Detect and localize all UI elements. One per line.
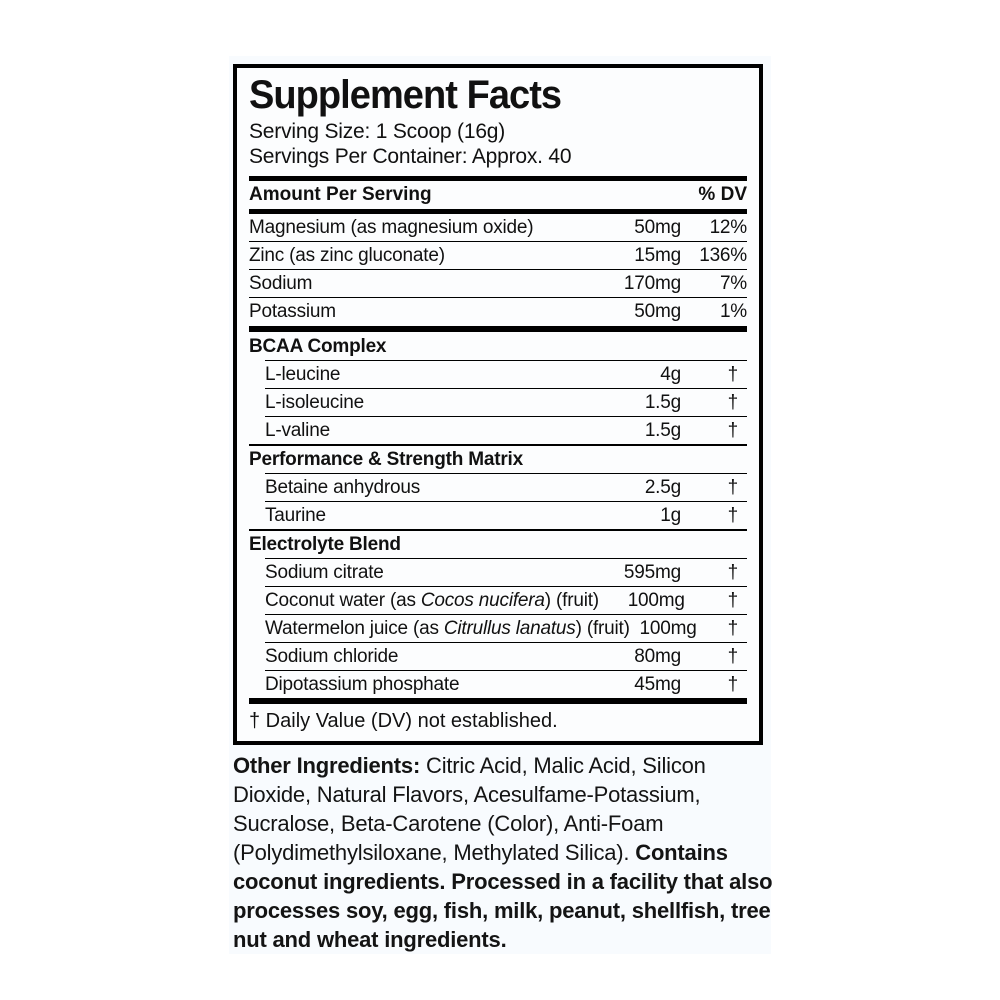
other-ingredients-text: Citric Acid, Malic Acid, Silicon Dioxide, Natural Flavors, Acesulfame-Potassium, Sucralose, Beta-Carotene (Color), Anti-Foam (Polydimethylsiloxane, Methylated Silica). bbox=[233, 753, 706, 865]
section-header-row bbox=[249, 531, 747, 558]
ingredient-dv: † bbox=[727, 392, 738, 413]
servings-per-container: Servings Per Container: Approx. 40 bbox=[249, 145, 572, 168]
section-header-row bbox=[249, 333, 747, 360]
ingredient-row bbox=[249, 214, 747, 241]
ingredient-row bbox=[249, 559, 747, 586]
ingredient-name: Sodium chloride bbox=[265, 646, 399, 667]
ingredient-name: Betaine anhydrous bbox=[265, 477, 421, 498]
ingredient-amount: 50mg bbox=[634, 301, 681, 322]
ingredient-row bbox=[249, 417, 747, 444]
ingredient-row bbox=[249, 587, 747, 614]
ingredient-dv: † bbox=[727, 477, 738, 498]
ingredient-name: Potassium bbox=[249, 301, 336, 322]
ingredient-name: Sodium bbox=[249, 273, 313, 294]
ingredient-name: L-leucine bbox=[265, 364, 341, 385]
ingredient-name: Zinc (as zinc gluconate) bbox=[249, 245, 445, 266]
ingredient-row bbox=[249, 389, 747, 416]
section-title: BCAA Complex bbox=[249, 336, 387, 357]
ingredient-dv: † bbox=[727, 646, 738, 667]
percent-dv-header: % DV bbox=[698, 184, 747, 205]
ingredient-row bbox=[249, 298, 747, 325]
ingredient-amount: 170mg bbox=[623, 273, 681, 294]
ingredient-dv: 12% bbox=[709, 217, 747, 238]
ingredient-dv: † bbox=[727, 505, 738, 526]
ingredient-name: Sodium citrate bbox=[265, 562, 384, 583]
ingredient-amount: 2.5g bbox=[644, 477, 681, 498]
ingredient-row bbox=[249, 242, 747, 269]
other-ingredients-paragraph bbox=[233, 751, 773, 954]
section-title: Electrolyte Blend bbox=[249, 534, 401, 555]
section-header-row bbox=[249, 446, 747, 473]
ingredient-dv: † bbox=[727, 420, 738, 441]
ingredient-amount: 100mg bbox=[627, 590, 685, 611]
ingredient-name: Watermelon juice (as Citrullus lanatus) (fruit) bbox=[265, 618, 630, 639]
row-divider bbox=[249, 326, 747, 332]
section-title: Performance & Strength Matrix bbox=[249, 449, 523, 470]
facts-rows bbox=[249, 214, 747, 698]
ingredient-row bbox=[249, 615, 747, 642]
ingredient-row bbox=[249, 361, 747, 388]
ingredient-name: Coconut water (as Cocos nucifera) (fruit) bbox=[265, 590, 599, 611]
ingredient-dv: 7% bbox=[719, 273, 747, 294]
ingredient-amount: 1.5g bbox=[644, 392, 681, 413]
ingredient-dv: 1% bbox=[719, 301, 747, 322]
ingredient-name: Magnesium (as magnesium oxide) bbox=[249, 217, 534, 238]
column-header-row bbox=[249, 181, 747, 209]
supplement-facts-panel bbox=[233, 64, 763, 745]
ingredient-amount: 1g bbox=[660, 505, 681, 526]
ingredient-amount: 50mg bbox=[634, 217, 681, 238]
ingredient-name: L-isoleucine bbox=[265, 392, 364, 413]
ingredient-row bbox=[249, 671, 747, 698]
ingredient-row bbox=[249, 643, 747, 670]
ingredient-amount: 15mg bbox=[634, 245, 681, 266]
ingredient-dv: † bbox=[727, 562, 738, 583]
ingredient-amount: 4g bbox=[660, 364, 681, 385]
facts-title: Supplement Facts bbox=[249, 73, 562, 117]
amount-per-serving-header: Amount Per Serving bbox=[249, 184, 432, 205]
ingredient-amount: 80mg bbox=[634, 646, 681, 667]
ingredient-dv: † bbox=[727, 364, 738, 385]
ingredient-amount: 45mg bbox=[634, 674, 681, 695]
ingredient-name: L-valine bbox=[265, 420, 330, 441]
ingredient-dv: † bbox=[727, 590, 738, 611]
ingredient-amount: 595mg bbox=[623, 562, 681, 583]
serving-size: Serving Size: 1 Scoop (16g) bbox=[249, 120, 506, 143]
other-ingredients-bold-text: Contains coconut ingredients. Processed in a facility that also processes soy, egg, fish, milk, peanut, shellfish, tree nut and wheat ingredients. bbox=[233, 840, 773, 952]
other-ingredients-bold-text: Other Ingredients: bbox=[233, 753, 426, 778]
ingredient-amount: 1.5g bbox=[644, 420, 681, 441]
ingredient-row bbox=[249, 474, 747, 501]
ingredient-row bbox=[249, 270, 747, 297]
daily-value-footnote: † Daily Value (DV) not established. bbox=[249, 710, 558, 732]
ingredient-amount: 100mg bbox=[639, 618, 697, 639]
ingredient-name: Dipotassium phosphate bbox=[265, 674, 460, 695]
ingredient-dv: † bbox=[727, 674, 738, 695]
ingredient-dv: † bbox=[727, 618, 738, 639]
ingredient-dv: 136% bbox=[699, 245, 747, 266]
ingredient-name: Taurine bbox=[265, 505, 326, 526]
ingredient-row bbox=[249, 502, 747, 529]
